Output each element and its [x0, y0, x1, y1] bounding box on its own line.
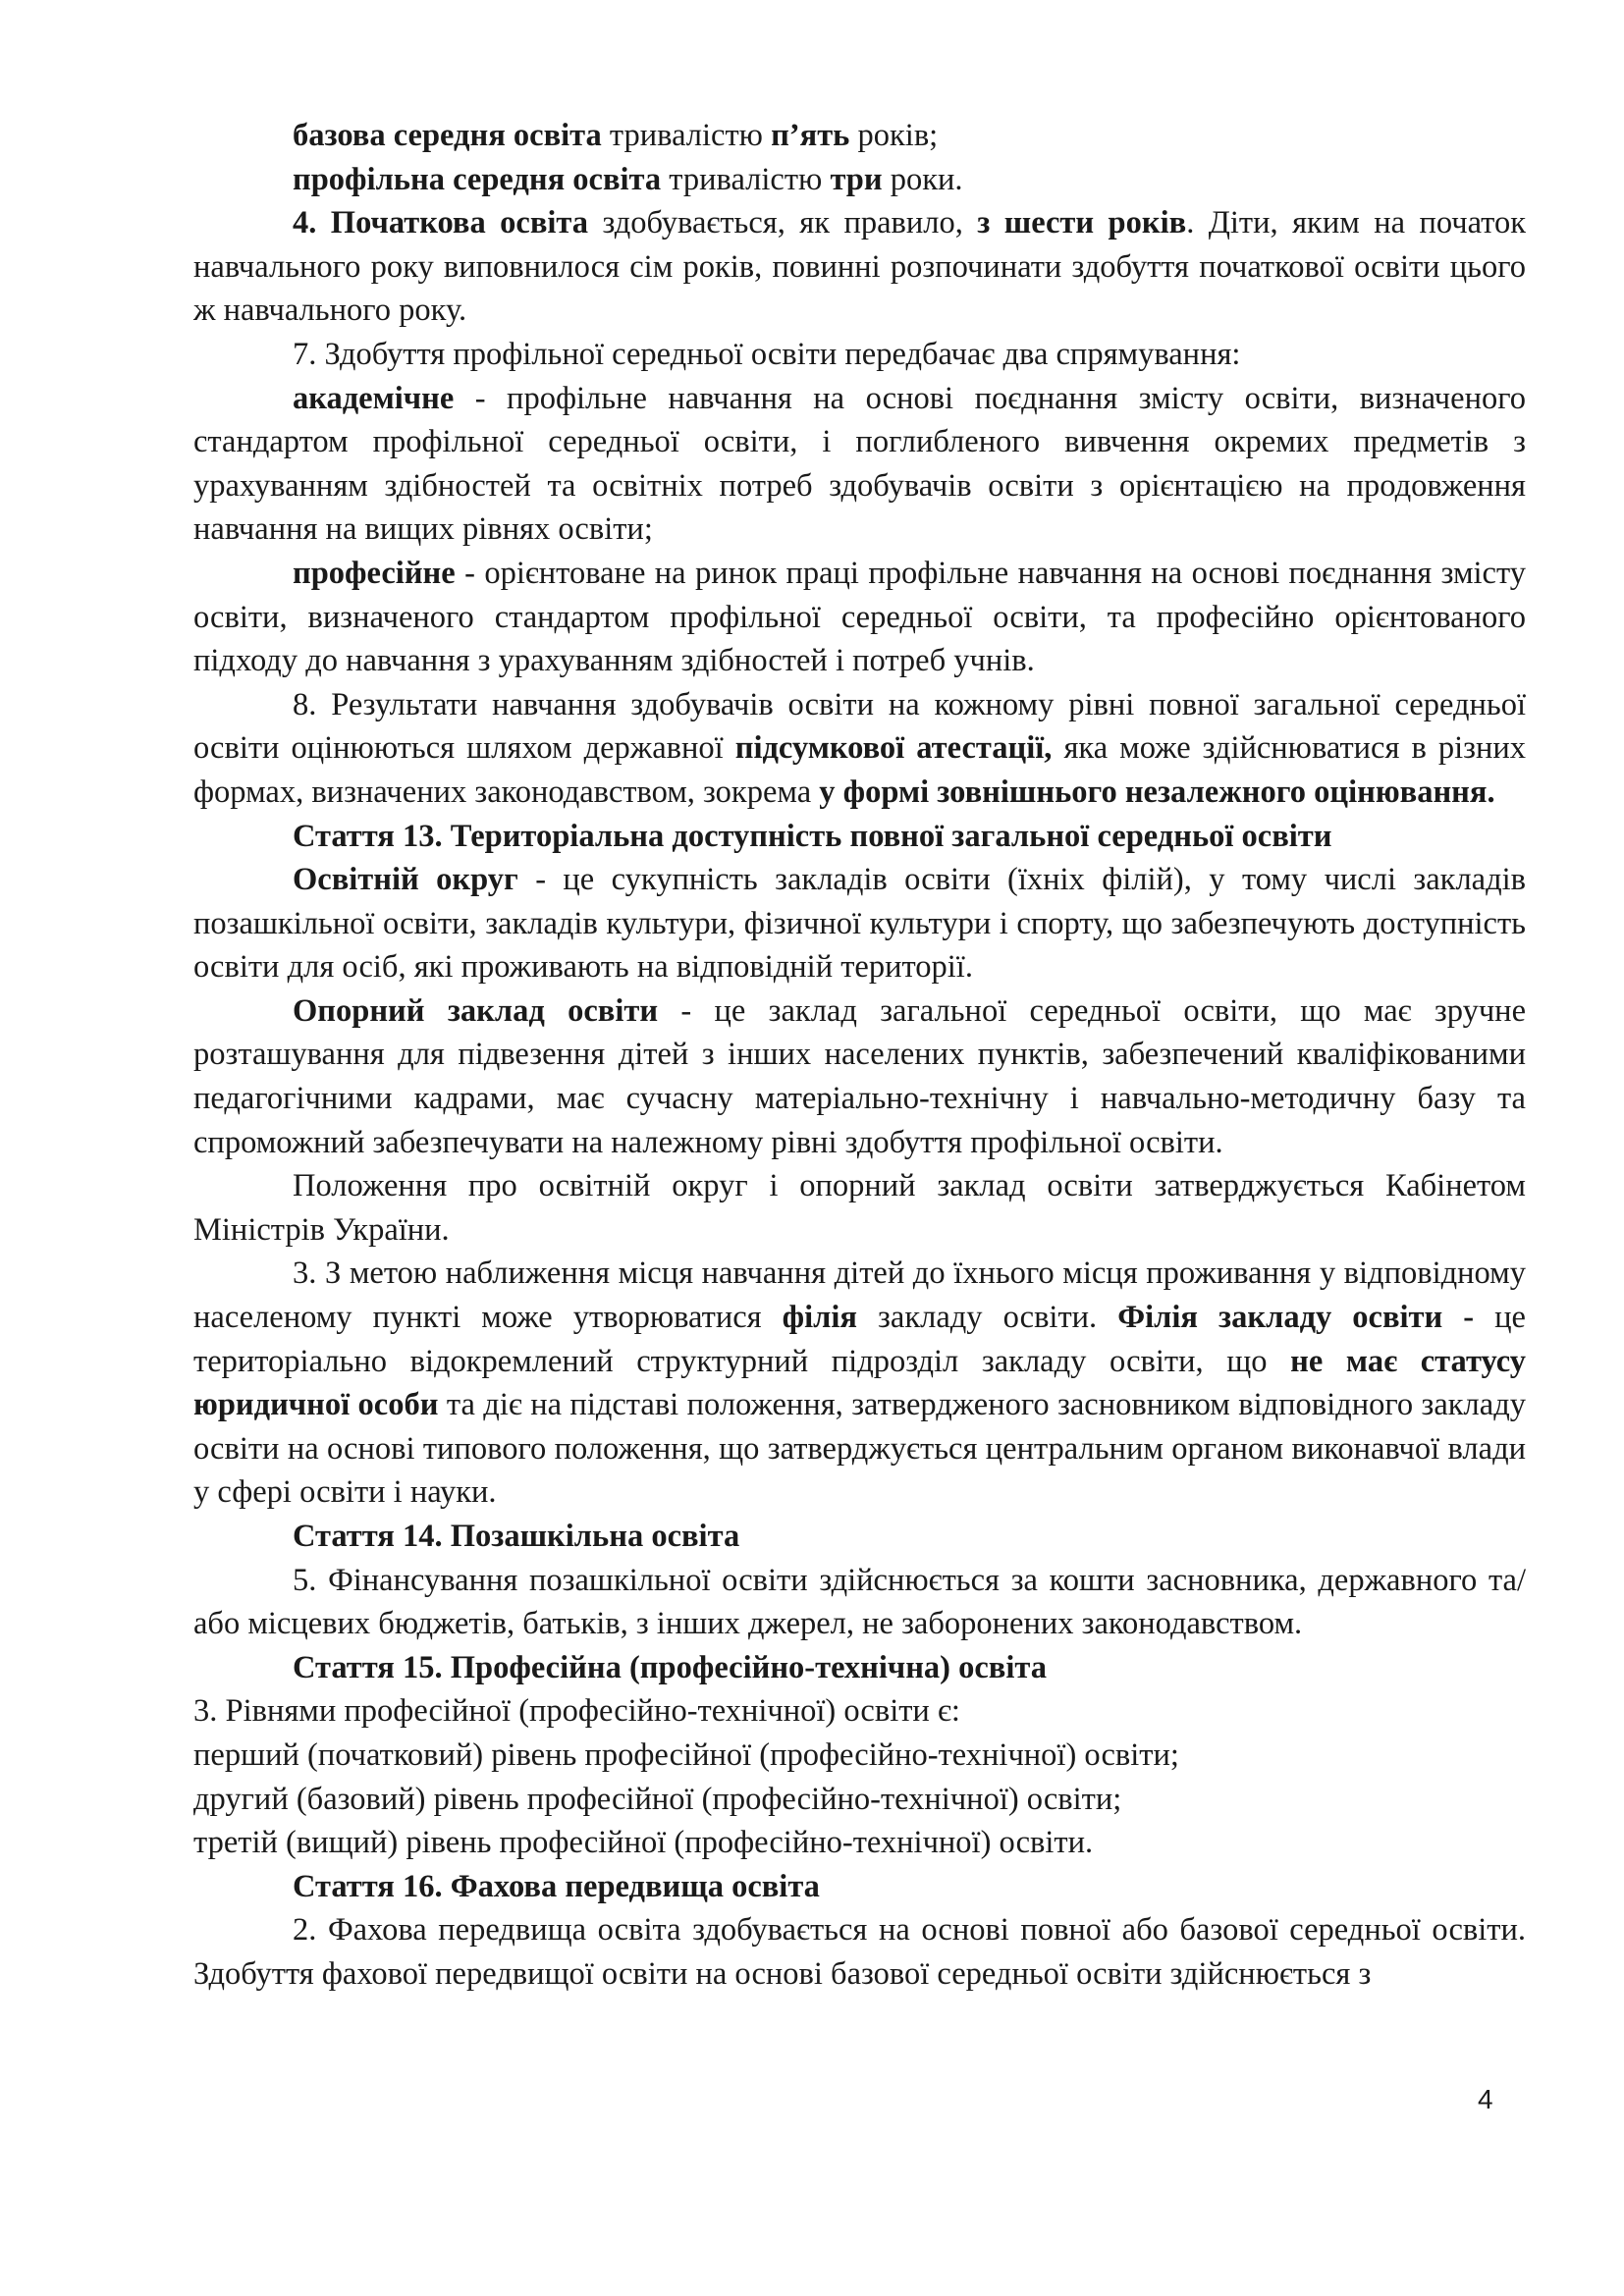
page-number: 4: [1478, 2084, 1493, 2114]
article-16-heading: Стаття 16. Фахова передвища освіта: [293, 1868, 820, 1904]
article-14-heading: Стаття 14. Позашкільна освіта: [293, 1519, 740, 1554]
article-13-heading: Стаття 13. Територіальна доступність повної загальної середньої освіти: [293, 818, 1332, 854]
paragraph-educational-district: Освітній округ - це сукупність закладів освіти (їхніх філій), у тому числі закладів позашкільної освіти, закладів культури, фізичної культури і спорту, що забезпечують доступність освіти для осіб, які проживають на відповідній території.: [193, 862, 1526, 986]
paragraph-vocational-levels: 3. Рівнями професійної (професійно-технічної) освіти є:: [193, 1693, 960, 1730]
paragraph-branch: 3. З метою наближення місця навчання дітей до їхнього місця проживання у відповідному населеному пункті може утворюватися філія закладу освіти. Філія закладу освіти - це територіально відокремлений структурний підрозділ закладу освіти, що не має статусу юридичної особи та діє на підставі положення, затвердженого засновником відповідного закладу освіти на основі типового положення, що затверджується центральним органом виконавчої влади у сфері освіти і науки.: [193, 1255, 1526, 1511]
paragraph-academic: академічне - профільне навчання на основі поєднання змісту освіти, визначеного стандартом профільної середньої освіти, і поглибленого вивчення окремих предметів з урахуванням здібностей та освітніх потреб здобувачів освіти з орієнтацією на продовження навчання на вищих рівнях освіти;: [193, 380, 1526, 548]
paragraph-extracurricular-funding: 5. Фінансування позашкільної освіти здійснюється за кошти засновника, державного та/або місцевих бюджетів, батьків, з інших джерел, не заборонених законодавством.: [193, 1562, 1526, 1642]
paragraph-hub-institution: Опорний заклад освіти - це заклад загальної середньої освіти, що має зручне розташування для підвезення дітей з інших населених пунктів, забезпечений кваліфікованими педагогічними кадрами, має сучасну матеріально-технічну і навчально-методичну базу та спроможний забезпечувати на належному рівні здобуття профільної освіти.: [193, 992, 1526, 1160]
list-item-first-level: перший (початковий) рівень професійної (професійно-технічної) освіти;: [193, 1736, 1179, 1773]
paragraph-pre-higher-education: 2. Фахова передвища освіта здобувається на основі повної або базової середньої освіти. Здобуття фахової передвищої освіти на основі базової середньої освіти здійснюється з: [193, 1912, 1526, 1992]
paragraph-basic-secondary: базова середня освіта тривалістю п’ять років;: [293, 118, 939, 153]
paragraph-regulation: Положення про освітній округ і опорний заклад освіти затверджується Кабінетом Міністрів України.: [193, 1168, 1526, 1248]
paragraph-profile-directions: 7. Здобуття профільної середньої освіти передбачає два спрямування:: [293, 336, 1241, 372]
document-page: [193, 114, 1526, 1997]
paragraph-primary-education: 4. Початкова освіта здобувається, як правило, з шести років. Діти, яким на початок навчального року виповнилося сім років, повинні розпочинати здобуття початкової освіти цього ж навчального року.: [193, 205, 1526, 329]
paragraph-profile-secondary: профільна середня освіта тривалістю три роки.: [293, 161, 963, 197]
article-15-heading: Стаття 15. Професійна (професійно-технічна) освіта: [293, 1649, 1047, 1685]
paragraph-assessment: 8. Результати навчання здобувачів освіти на кожному рівні повної загальної середньої освіти оцінюються шляхом державної підсумкової атестації, яка може здійснюватися в різних формах, визначених законодавством, зокрема у формі зовнішнього незалежного оцінювання.: [193, 686, 1527, 810]
paragraph-professional: професійне - орієнтоване на ринок праці профільне навчання на основі поєднання змісту освіти, визначеного стандартом профільної середньої освіти, та професійно орієнтованого підходу до навчання з урахуванням здібностей і потреб учнів.: [193, 555, 1526, 679]
list-item-third-level: третій (вищий) рівень професійної (професійно-технічної) освіти.: [193, 1825, 1094, 1861]
list-item-second-level: другий (базовий) рівень професійної (професійно-технічної) освіти;: [193, 1781, 1122, 1817]
